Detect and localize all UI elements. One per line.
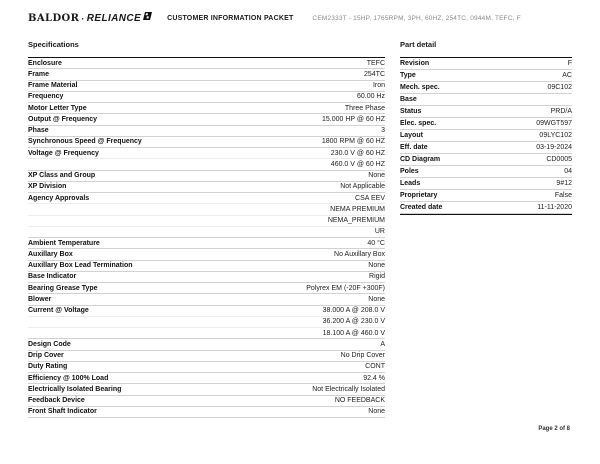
row-value: 230.0 V @ 60 HZ	[330, 149, 385, 157]
row-value: Rigid	[369, 273, 385, 281]
row-label: Type	[400, 72, 416, 79]
table-row	[28, 249, 385, 260]
row-label: Base Indicator	[28, 273, 77, 281]
row-value: Three Phase	[344, 104, 385, 112]
flag-icon	[143, 12, 152, 23]
row-label: Layout	[400, 132, 423, 139]
row-value: None	[368, 262, 385, 270]
table-row	[400, 70, 572, 82]
row-label: Motor Letter Type	[28, 104, 87, 112]
table-row	[400, 106, 572, 118]
row-value: 09LYC102	[539, 132, 572, 139]
row-value: 460.0 V @ 60 HZ	[330, 160, 385, 168]
row-label: XP Class and Group	[28, 172, 96, 180]
table-row	[28, 193, 385, 204]
table-row	[28, 306, 385, 317]
table-row	[28, 126, 385, 137]
table-row	[28, 204, 385, 215]
table-row	[400, 94, 572, 106]
row-value: 11-11-2020	[537, 204, 572, 211]
table-row	[28, 317, 385, 328]
table-row	[400, 202, 572, 214]
logo-baldor-text: BALDOR	[28, 13, 80, 24]
table-row	[28, 159, 385, 170]
row-label: Ambient Temperature	[28, 239, 100, 247]
table-row	[28, 148, 385, 159]
table-row	[28, 362, 385, 373]
row-value: TEFC	[366, 59, 385, 67]
part-description: CEM2333T - 15HP, 1765RPM, 3PH, 60HZ, 254TC, 0944M, TEFC, F	[312, 15, 521, 22]
table-row	[400, 130, 572, 142]
table-row	[28, 103, 385, 114]
row-label: Frame	[28, 70, 50, 78]
row-label: Auxillary Box Lead Termination	[28, 262, 133, 270]
row-label: CD Diagram	[400, 156, 441, 163]
row-label: Design Code	[28, 340, 71, 348]
table-row	[28, 182, 385, 193]
row-label: Proprietary	[400, 192, 438, 199]
baldor-reliance-logo	[28, 13, 152, 24]
row-value: 60.00 Hz	[356, 93, 385, 101]
page-number: Page 2 of 8	[538, 426, 570, 432]
row-label: Efficiency @ 100% Load	[28, 374, 109, 382]
table-row	[28, 171, 385, 182]
part-detail-table	[400, 57, 572, 215]
table-row	[28, 69, 385, 80]
table-row	[28, 351, 385, 362]
row-value: 254TC	[363, 70, 385, 78]
part-detail-section	[400, 40, 572, 418]
row-label: Status	[400, 108, 422, 115]
row-value: 36.200 A @ 230.0 V	[322, 318, 385, 326]
row-value: CONT	[365, 363, 385, 371]
row-label: Feedback Device	[28, 397, 85, 405]
table-row	[28, 328, 385, 339]
row-value: 09WGT597	[536, 120, 572, 127]
table-row	[28, 238, 385, 249]
row-value: None	[368, 295, 385, 303]
row-label: Phase	[28, 127, 49, 135]
specifications-section	[28, 40, 385, 418]
row-label: Mech. spec.	[400, 84, 440, 91]
table-row	[28, 396, 385, 407]
table-row	[28, 81, 385, 92]
row-value: 40 °C	[367, 239, 385, 247]
row-label: Created date	[400, 204, 443, 211]
table-row	[28, 227, 385, 238]
table-row	[28, 339, 385, 350]
row-value: Iron	[372, 82, 385, 90]
row-value: 09C102	[547, 84, 572, 91]
table-row	[400, 118, 572, 130]
row-label: Agency Approvals	[28, 194, 90, 202]
row-value: F	[567, 60, 572, 67]
row-label: Blower	[28, 295, 52, 303]
row-value: 1800 RPM @ 60 HZ	[321, 138, 385, 146]
row-value: 18.100 A @ 460.0 V	[322, 329, 385, 337]
table-row	[400, 142, 572, 154]
row-value: Not Applicable	[340, 183, 385, 191]
row-label: Voltage @ Frequency	[28, 149, 99, 157]
row-label: Frequency	[28, 93, 64, 101]
row-value: 15.000 HP @ 60 HZ	[321, 115, 385, 123]
table-row	[28, 384, 385, 395]
table-row	[400, 82, 572, 94]
table-row	[28, 261, 385, 272]
table-row	[28, 407, 385, 418]
specifications-title: Specifications	[28, 40, 79, 49]
row-value: 9#12	[556, 180, 572, 187]
row-value: CD0005	[546, 156, 572, 163]
row-value: Not Electrically Isolated	[312, 385, 385, 393]
logo-dot-separator: ·	[81, 13, 85, 24]
row-value: 38.000 A @ 208.0 V	[322, 307, 385, 315]
row-label: Poles	[400, 168, 419, 175]
table-row	[28, 373, 385, 384]
row-label: Frame Material	[28, 82, 78, 90]
table-row	[400, 178, 572, 190]
row-value: UR	[374, 228, 385, 236]
row-label: Elec. spec.	[400, 120, 437, 127]
row-label: Bearing Grease Type	[28, 284, 98, 292]
row-value: 92.4 %	[363, 374, 385, 382]
table-row	[400, 58, 572, 70]
row-value: NEMA PREMIUM	[330, 205, 385, 213]
row-label: Front Shaft Indicator	[28, 408, 97, 416]
table-row	[28, 294, 385, 305]
row-value: NO FEEDBACK	[334, 397, 385, 405]
row-value: 3	[381, 127, 385, 135]
row-label: Output @ Frequency	[28, 115, 98, 123]
row-label: Auxillary Box	[28, 250, 73, 258]
row-label: Base	[400, 96, 417, 103]
part-detail-title: Part detail	[400, 40, 437, 49]
row-label: XP Division	[28, 183, 67, 191]
row-label: Electrically Isolated Bearing	[28, 385, 122, 393]
row-label: Enclosure	[28, 59, 62, 67]
row-label: Duty Rating	[28, 363, 68, 371]
table-row	[28, 137, 385, 148]
row-label: Drip Cover	[28, 352, 64, 360]
row-value: None	[368, 408, 385, 416]
content-columns	[28, 40, 572, 418]
logo-reliance-text: RELIANCE	[86, 13, 142, 24]
row-value: 04	[564, 168, 572, 175]
row-value: 03-19-2024	[536, 144, 572, 151]
table-row	[28, 114, 385, 125]
row-value: No Drip Cover	[340, 352, 385, 360]
page-header	[28, 13, 572, 24]
table-row	[400, 190, 572, 202]
row-value: AC	[562, 72, 572, 79]
row-value: A	[380, 340, 385, 348]
row-value: False	[554, 192, 572, 199]
row-label: Current @ Voltage	[28, 307, 89, 315]
table-row	[400, 166, 572, 178]
row-value: None	[368, 172, 385, 180]
row-value: NEMA_PREMIUM	[327, 217, 385, 225]
row-label: Leads	[400, 180, 421, 187]
specifications-table	[28, 57, 385, 418]
table-row	[28, 92, 385, 103]
row-value: PRD/A	[550, 108, 572, 115]
table-row	[28, 216, 385, 227]
table-row	[400, 154, 572, 166]
document-title: CUSTOMER INFORMATION PACKET	[167, 15, 294, 22]
table-row	[28, 283, 385, 294]
row-label: Synchronous Speed @ Frequency	[28, 138, 142, 146]
row-label: Eff. date	[400, 144, 428, 151]
row-label: Revision	[400, 60, 430, 67]
table-row	[28, 58, 385, 69]
row-value: CSA EEV	[355, 194, 385, 202]
table-row	[28, 272, 385, 283]
row-value: Polyrex EM (-20F +300F)	[306, 284, 385, 292]
row-value: No Auxillary Box	[334, 250, 385, 258]
